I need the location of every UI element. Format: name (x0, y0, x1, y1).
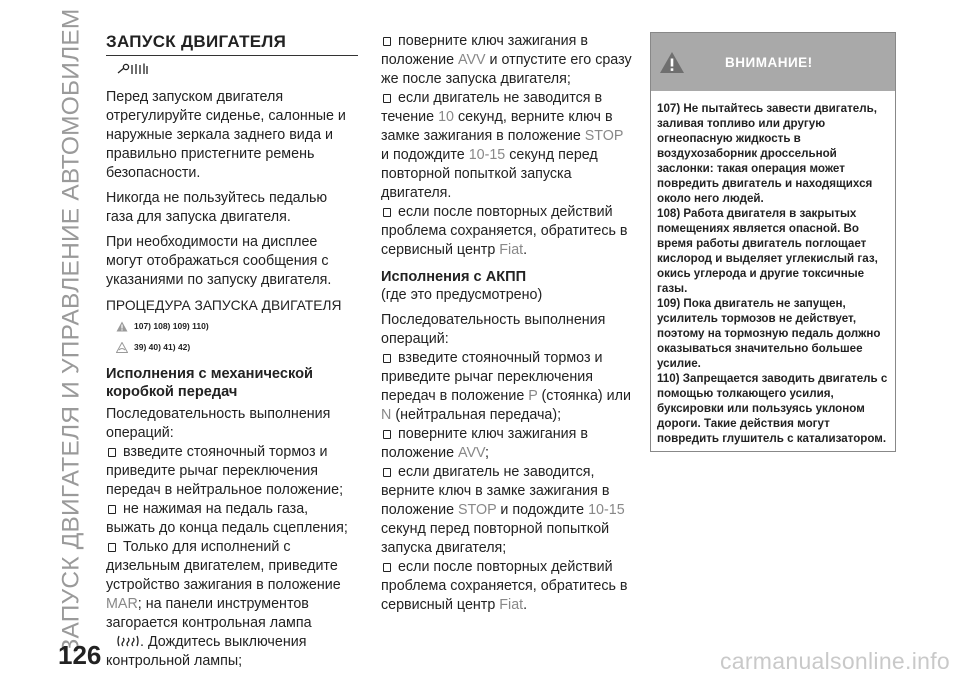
column-3 (650, 32, 898, 452)
glow-plug-lamp-icon (116, 634, 140, 648)
warning-refs-text: 107) 108) 109) 110) (134, 321, 209, 331)
list-item: поверните ключ зажигания в положение AVV и отпустите его сразу же после запуска двигателя; (381, 33, 632, 87)
caution-refs-text: 39) 40) 41) 42) (134, 342, 191, 352)
checkbox-bullet-icon (383, 208, 391, 217)
warning-box (650, 32, 896, 452)
key-icon (116, 62, 358, 82)
list-item: взведите стояночный тормоз и приведите рычаг переключения передач в нейтральное положение; (106, 444, 344, 498)
page-number: 126 (58, 640, 102, 670)
checkbox-bullet-icon (383, 563, 391, 572)
chapter-side-tab (52, 8, 90, 654)
list-item: взведите стояночный тормоз и приведите рычаг переключения передач в положение P (стоянка) или N (нейтральная передача); (381, 350, 631, 423)
procedure-heading: ПРОЦЕДУРА ЗАПУСКА ДВИГАТЕЛЯ (106, 298, 342, 313)
warning-109: 109) Пока двигатель не запущен, усилитель тормозов не действует, поэтому на тормозную педаль должно оказываться значительно большее усилие. (657, 297, 881, 370)
checkbox-bullet-icon (383, 37, 391, 46)
warning-body (651, 91, 895, 446)
display-paragraph: При необходимости на дисплее могут отображаться сообщения с указаниями по запуску двигателя. (106, 234, 332, 288)
checkbox-bullet-icon (383, 468, 391, 477)
warning-107: 107) Не пытайтесь завести двигатель, заливая топливо или другую огнеопасную жидкость в воздухозаборник дроссельной заслонки: такая операция может повредить двигатель и находящихся около него людей. (657, 102, 877, 205)
checkbox-bullet-icon (108, 543, 116, 552)
automatic-transmission-note: (где это предусмотрено) (381, 287, 543, 303)
sequence-label: Последовательность выполнения операций: (381, 312, 606, 347)
chapter-side-tab-label: ЗАПУСК ДВИГАТЕЛЯ И УПРАВЛЕНИЕ АВТОМОБИЛЕМ (57, 8, 85, 654)
warning-header (651, 33, 895, 91)
column-1 (106, 32, 358, 671)
checkbox-bullet-icon (383, 94, 391, 103)
warning-108: 108) Работа двигателя в закрытых помещениях является опасной. Во время работы двигатель поглощает кислород и выделяет углекислый газ, окись углерода и другие токсичные газы. (657, 207, 878, 295)
list-item: не нажимая на педаль газа, выжать до конца педаль сцепления; (106, 501, 348, 536)
intro-paragraph: Перед запуском двигателя отрегулируйте сиденье, салонные и наружные зеркала заднего вида и правильно пристегните ремень безопасности. (106, 89, 346, 181)
list-item: если после повторных действий проблема сохраняется, обратитесь в сервисный центр Fiat. (381, 204, 628, 258)
checkbox-bullet-icon (383, 354, 391, 363)
warning-110: 110) Запрещается заводить двигатель с помощью толкающего усилия, буксировки или пользуясь уклоном дороги. Такие действия могут повредить глушитель с катализатором. (657, 372, 888, 445)
manual-transmission-heading: Исполнения с механической коробкой передач (106, 366, 313, 400)
caution-icon (116, 342, 128, 353)
column-2 (381, 32, 633, 615)
watermark: carmanualsonline.info (719, 648, 950, 674)
list-item: если двигатель не заводится, верните ключ в замке зажигания в положение STOP и подождите 10-15 секунд перед повторной попыткой запуска двигателя; (381, 464, 625, 556)
automatic-transmission-heading: Исполнения с АКПП (381, 269, 527, 285)
list-item: если двигатель не заводится в течение 10 секунд, верните ключ в замке зажигания в положение STOP и подождите 10-15 секунд перед повторной попыткой запуска двигателя. (381, 90, 624, 201)
checkbox-bullet-icon (108, 505, 116, 514)
section-title: ЗАПУСК ДВИГАТЕЛЯ (106, 32, 358, 56)
list-item: поверните ключ зажигания в положение AVV; (381, 426, 588, 461)
gas-pedal-paragraph: Никогда не пользуйтесь педалью газа для запуска двигателя. (106, 190, 328, 225)
sequence-label: Последовательность выполнения операций: (106, 406, 331, 441)
checkbox-bullet-icon (108, 448, 116, 457)
checkbox-bullet-icon (383, 430, 391, 439)
warning-triangle-icon (116, 321, 128, 332)
list-item: Только для исполнений с дизельным двигателем, приведите устройство зажигания в положение MAR; на панели инструментов загорается контрольная лампа (106, 539, 341, 631)
warning-title: ВНИМАНИЕ! (725, 54, 813, 70)
warning-refs (116, 317, 358, 336)
list-item-continued: . Дождитесь выключения контрольной лампы; (106, 634, 307, 669)
warning-triangle-icon (659, 51, 685, 74)
list-item: если после повторных действий проблема сохраняется, обратитесь в сервисный центр Fiat. (381, 559, 628, 613)
caution-refs (116, 338, 358, 357)
